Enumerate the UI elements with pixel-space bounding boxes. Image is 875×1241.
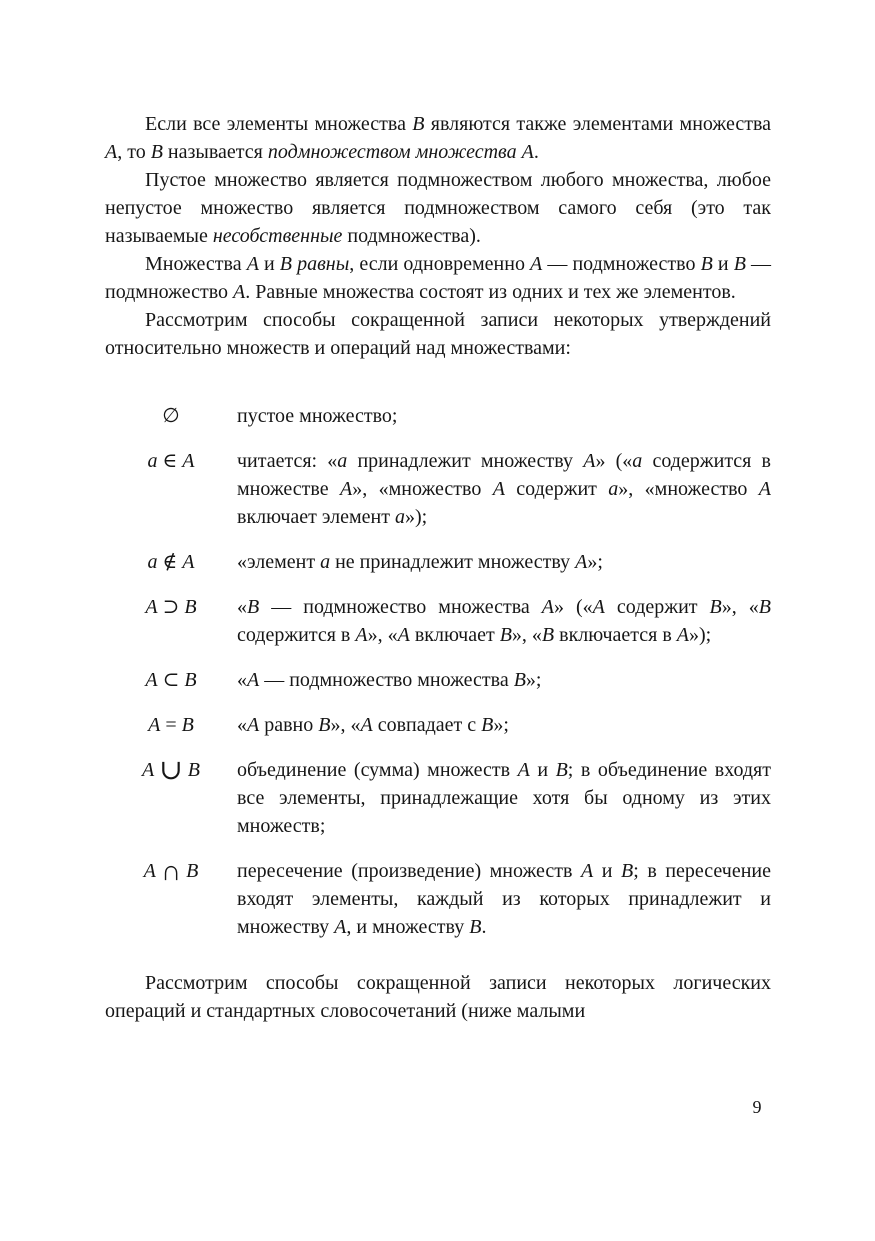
text-run: B (469, 916, 482, 938)
text-run: a (608, 478, 619, 500)
text-run: A (575, 551, 588, 573)
text-run: читается: « (237, 450, 338, 472)
text-run: подмножества). (342, 225, 481, 247)
definition-text (237, 857, 771, 941)
text-run: a (394, 506, 405, 528)
definition-row (105, 711, 771, 739)
definition-row (105, 857, 771, 941)
text-run: A (143, 860, 156, 882)
text-run: Множества (145, 253, 247, 275)
text-run: и (593, 860, 622, 882)
text-run: . Равные множества состоят из одних и тех же элементов. (245, 281, 736, 303)
text-run: A (517, 759, 530, 781)
text-run: » (« (595, 450, 633, 472)
text-run: равно (259, 714, 319, 736)
text-run: B (186, 860, 199, 882)
text-run: — подмножество множества (259, 596, 542, 618)
text-run: A (541, 596, 554, 618)
definition-symbol (105, 756, 237, 840)
text-run: A (340, 478, 353, 500)
text-run: совпадает с (372, 714, 482, 736)
definitions-list (105, 402, 771, 941)
text-run: содержит (504, 478, 609, 500)
text-run: . (533, 141, 539, 163)
definition-row (105, 548, 771, 576)
definition-text (237, 447, 771, 531)
text-run: включается в (554, 624, 677, 646)
text-run: — подмножество (105, 253, 771, 303)
text-run: ∪ (159, 754, 183, 786)
definition-symbol (105, 548, 237, 576)
text-run: пересечение (произведение) множеств (237, 860, 582, 882)
definition-text (237, 666, 771, 694)
text-run: и (529, 759, 556, 781)
text-run: и (258, 253, 280, 275)
definition-text (237, 756, 771, 840)
text-run: Рассмотрим способы сокращенной записи некоторых утверждений относительно множеств и операций над множествами: (105, 309, 771, 359)
text-run: — подмножество множества (259, 669, 514, 691)
text-run: объединение (сумма) множеств (237, 759, 518, 781)
text-run: включает (409, 624, 500, 646)
text-run: », « (367, 624, 398, 646)
text-run: B (481, 714, 494, 736)
text-run: A (530, 253, 543, 275)
text-run: , и множеству (346, 916, 470, 938)
text-run: ; в пересечение входят элементы, каждый из которых принадлежит и множеству (237, 860, 771, 938)
text-run: A (397, 624, 410, 646)
text-run: Рассмотрим способы сокращенной записи некоторых логических операций и стандартных словосочетаний (ниже малыми (105, 972, 771, 1022)
text-run: — подмножество (542, 253, 701, 275)
definition-row (105, 756, 771, 840)
text-run: A (583, 450, 596, 472)
text-run: »); (404, 506, 428, 528)
text-run: ∩ (160, 855, 182, 887)
text-run: », «множество (352, 478, 493, 500)
text-run: B (709, 596, 722, 618)
text-run: « (237, 669, 247, 691)
text-run: A (182, 551, 195, 573)
text-run: » (« (553, 596, 593, 618)
definition-row (105, 593, 771, 649)
text-run: ⊂ (157, 669, 185, 691)
text-run: не принадлежит множеству (330, 551, 576, 573)
text-run: B (184, 669, 197, 691)
text-run: a (147, 551, 158, 573)
text-run: являются также элементами множества (424, 113, 771, 135)
text-run: B (187, 759, 200, 781)
text-run: B (758, 596, 771, 618)
text-run: B (412, 113, 425, 135)
text-run: A (247, 669, 260, 691)
text-run: B (150, 141, 163, 163)
text-run: называется (162, 141, 268, 163)
text-run: A (247, 714, 260, 736)
text-run: и (712, 253, 734, 275)
text-run: ∈ (157, 450, 183, 472)
text-run: A (148, 714, 161, 736)
text-run: a (337, 450, 348, 472)
definition-row (105, 402, 771, 430)
text-run: , то (117, 141, 151, 163)
text-run: A (492, 478, 505, 500)
definition-text (237, 548, 771, 576)
definition-text (237, 593, 771, 649)
paragraph (105, 969, 771, 1025)
text-run: B (700, 253, 713, 275)
text-run: Пустое множество является подмножеством любого множества, любое непустое множество является подмножеством самого себя (это так называемые (105, 169, 771, 247)
text-run: B (184, 596, 197, 618)
text-run: A (334, 916, 347, 938)
text-run: ∉ (157, 551, 183, 573)
paragraph (105, 306, 771, 362)
text-run: A (145, 669, 158, 691)
definition-symbol (105, 711, 237, 739)
text-run: a (632, 450, 643, 472)
text-run: несобственные (212, 225, 343, 247)
text-run: A (355, 624, 368, 646)
text-run: A (142, 759, 155, 781)
text-run: « (237, 714, 247, 736)
text-run: « (237, 596, 247, 618)
text-run: «элемент (237, 551, 321, 573)
definition-row (105, 666, 771, 694)
text-run: B (318, 714, 331, 736)
text-run: содержится в множестве (237, 450, 771, 500)
definition-text (237, 402, 771, 430)
definition-symbol (105, 857, 237, 941)
text-run: , если одновременно (349, 253, 531, 275)
definition-symbol (105, 402, 237, 430)
definition-symbol (105, 447, 237, 531)
text-run: A (360, 714, 373, 736)
page-number: 9 (752, 1097, 762, 1117)
text-run: A (592, 596, 605, 618)
text-run: A (182, 450, 195, 472)
definition-symbol (105, 593, 237, 649)
definition-row (105, 447, 771, 531)
paragraph (105, 166, 771, 250)
text-run: B (247, 596, 260, 618)
text-run: »; (587, 551, 603, 573)
text-run: », « (721, 596, 759, 618)
text-run: B (181, 714, 194, 736)
text-run: ⊃ (157, 596, 185, 618)
text-run: »); (689, 624, 712, 646)
text-run: равны (297, 253, 350, 275)
definition-text (237, 711, 771, 739)
paragraph (105, 110, 771, 166)
text-run: B (733, 253, 746, 275)
text-run: », « (330, 714, 361, 736)
text-run: A (233, 281, 246, 303)
text-run: ; в объединение входят все элементы, принадлежащие хотя бы одному из этих множеств; (237, 759, 771, 837)
text-run: B (555, 759, 568, 781)
text-run: B (279, 253, 293, 275)
text-run: ∅ (162, 405, 180, 427)
text-run: »; (493, 714, 509, 736)
text-run: A (676, 624, 689, 646)
text-run: A (758, 478, 771, 500)
text-run: B (513, 669, 526, 691)
text-run: »; (525, 669, 542, 691)
text-run: содержит (604, 596, 710, 618)
text-run: B (621, 860, 634, 882)
text-run: . (481, 916, 487, 938)
text-run: содержится в (237, 624, 356, 646)
definition-symbol (105, 666, 237, 694)
text-run: Если все элементы множества (145, 113, 413, 135)
text-run: = (160, 714, 182, 736)
text-run: », « (511, 624, 542, 646)
text-run: A (105, 141, 118, 163)
page-content (105, 110, 771, 1025)
text-run: A (581, 860, 594, 882)
text-run: a (147, 450, 158, 472)
text-run: A (246, 253, 259, 275)
text-run: подмножеством множества A (267, 141, 534, 163)
text-run: B (499, 624, 512, 646)
text-run: B (541, 624, 555, 646)
text-run: принадлежит множеству (347, 450, 584, 472)
text-run: A (145, 596, 158, 618)
text-run: », «множество (618, 478, 759, 500)
text-run: включает элемент (237, 506, 395, 528)
text-run: a (320, 551, 331, 573)
paragraph (105, 250, 771, 306)
text-run: пустое множество; (237, 405, 398, 427)
